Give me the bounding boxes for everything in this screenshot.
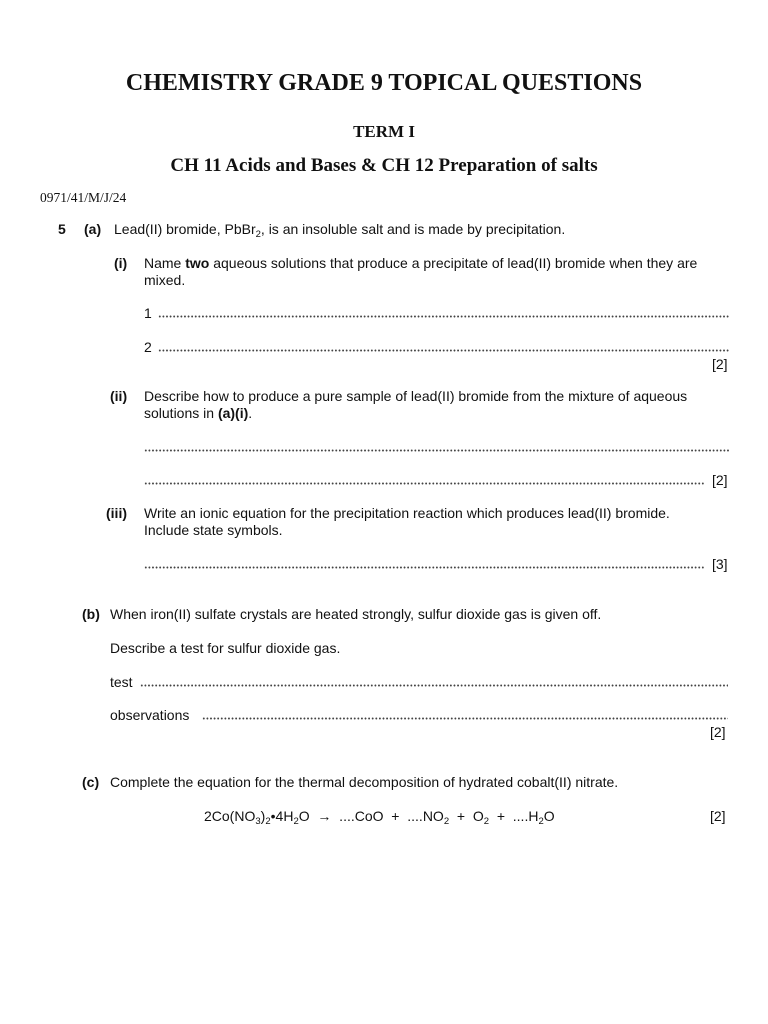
chemical-equation: $2Co(NO_3)_2•4H_2O \to ....CoO + ....NO_2 + O_2 + ....H_2O$	[204, 808, 555, 827]
part-a-iii-label: (iii)	[106, 505, 127, 521]
answer-line[interactable]	[144, 471, 704, 485]
part-a-stem: Lead(II) bromide, PbBr$_2$, is an insoluble salt and is made by precipitation.	[114, 221, 566, 240]
answer-line[interactable]	[144, 438, 730, 452]
part-a-iii-text-line2: Include state symbols.	[144, 522, 283, 538]
marks-a-iii: [3]	[712, 556, 728, 572]
part-a-label: (a)	[84, 221, 102, 237]
part-a-iii-text: Write an ionic equation for the precipitation reaction which produces lead(II) bromide.	[144, 505, 670, 521]
part-a-i-text-line2: mixed.	[144, 272, 186, 288]
part-a-ii-label: (ii)	[110, 388, 128, 404]
part-c-stem: Complete the equation for the thermal decomposition of hydrated cobalt(II) nitrate.	[110, 774, 619, 790]
part-b-task: Describe a test for sulfur dioxide gas.	[110, 640, 341, 656]
part-b-stem: When iron(II) sulfate crystals are heated strongly, sulfur dioxide gas is given off.	[110, 606, 602, 622]
part-a-ii-text: Describe how to produce a pure sample of lead(II) bromide from the mixture of aqueous	[144, 388, 688, 404]
part-a-i-text: Name two aqueous solutions that produce a precipitate of lead(II) bromide when they are	[144, 255, 698, 271]
part-b-label: (b)	[82, 606, 100, 622]
document-title: CHEMISTRY GRADE 9 TOPICAL QUESTIONS	[125, 70, 643, 96]
answer-line[interactable]	[202, 706, 728, 720]
observations-label: observations	[110, 707, 190, 723]
chapter-heading: CH 11 Acids and Bases & CH 12 Preparation of salts	[170, 155, 598, 176]
answer-line[interactable]	[158, 338, 730, 352]
test-label: test	[110, 674, 133, 690]
answer-line[interactable]	[144, 555, 704, 569]
answer-line[interactable]	[140, 673, 728, 687]
paper-code: 0971/41/M/J/24	[40, 190, 127, 205]
marks-a-ii: [2]	[712, 472, 728, 488]
term-heading: TERM I	[353, 122, 415, 141]
answer-line-number: 2	[144, 339, 152, 355]
question-number: 5	[58, 221, 66, 237]
part-a-ii-text-line2: solutions in (a)(i).	[144, 405, 253, 421]
part-a-i-label: (i)	[114, 255, 128, 271]
marks-c: [2]	[710, 808, 726, 824]
marks-b: [2]	[710, 724, 726, 740]
answer-line[interactable]	[158, 304, 730, 318]
part-c-label: (c)	[82, 774, 100, 790]
marks-a-i: [2]	[712, 356, 728, 372]
answer-line-number: 1	[144, 305, 152, 321]
